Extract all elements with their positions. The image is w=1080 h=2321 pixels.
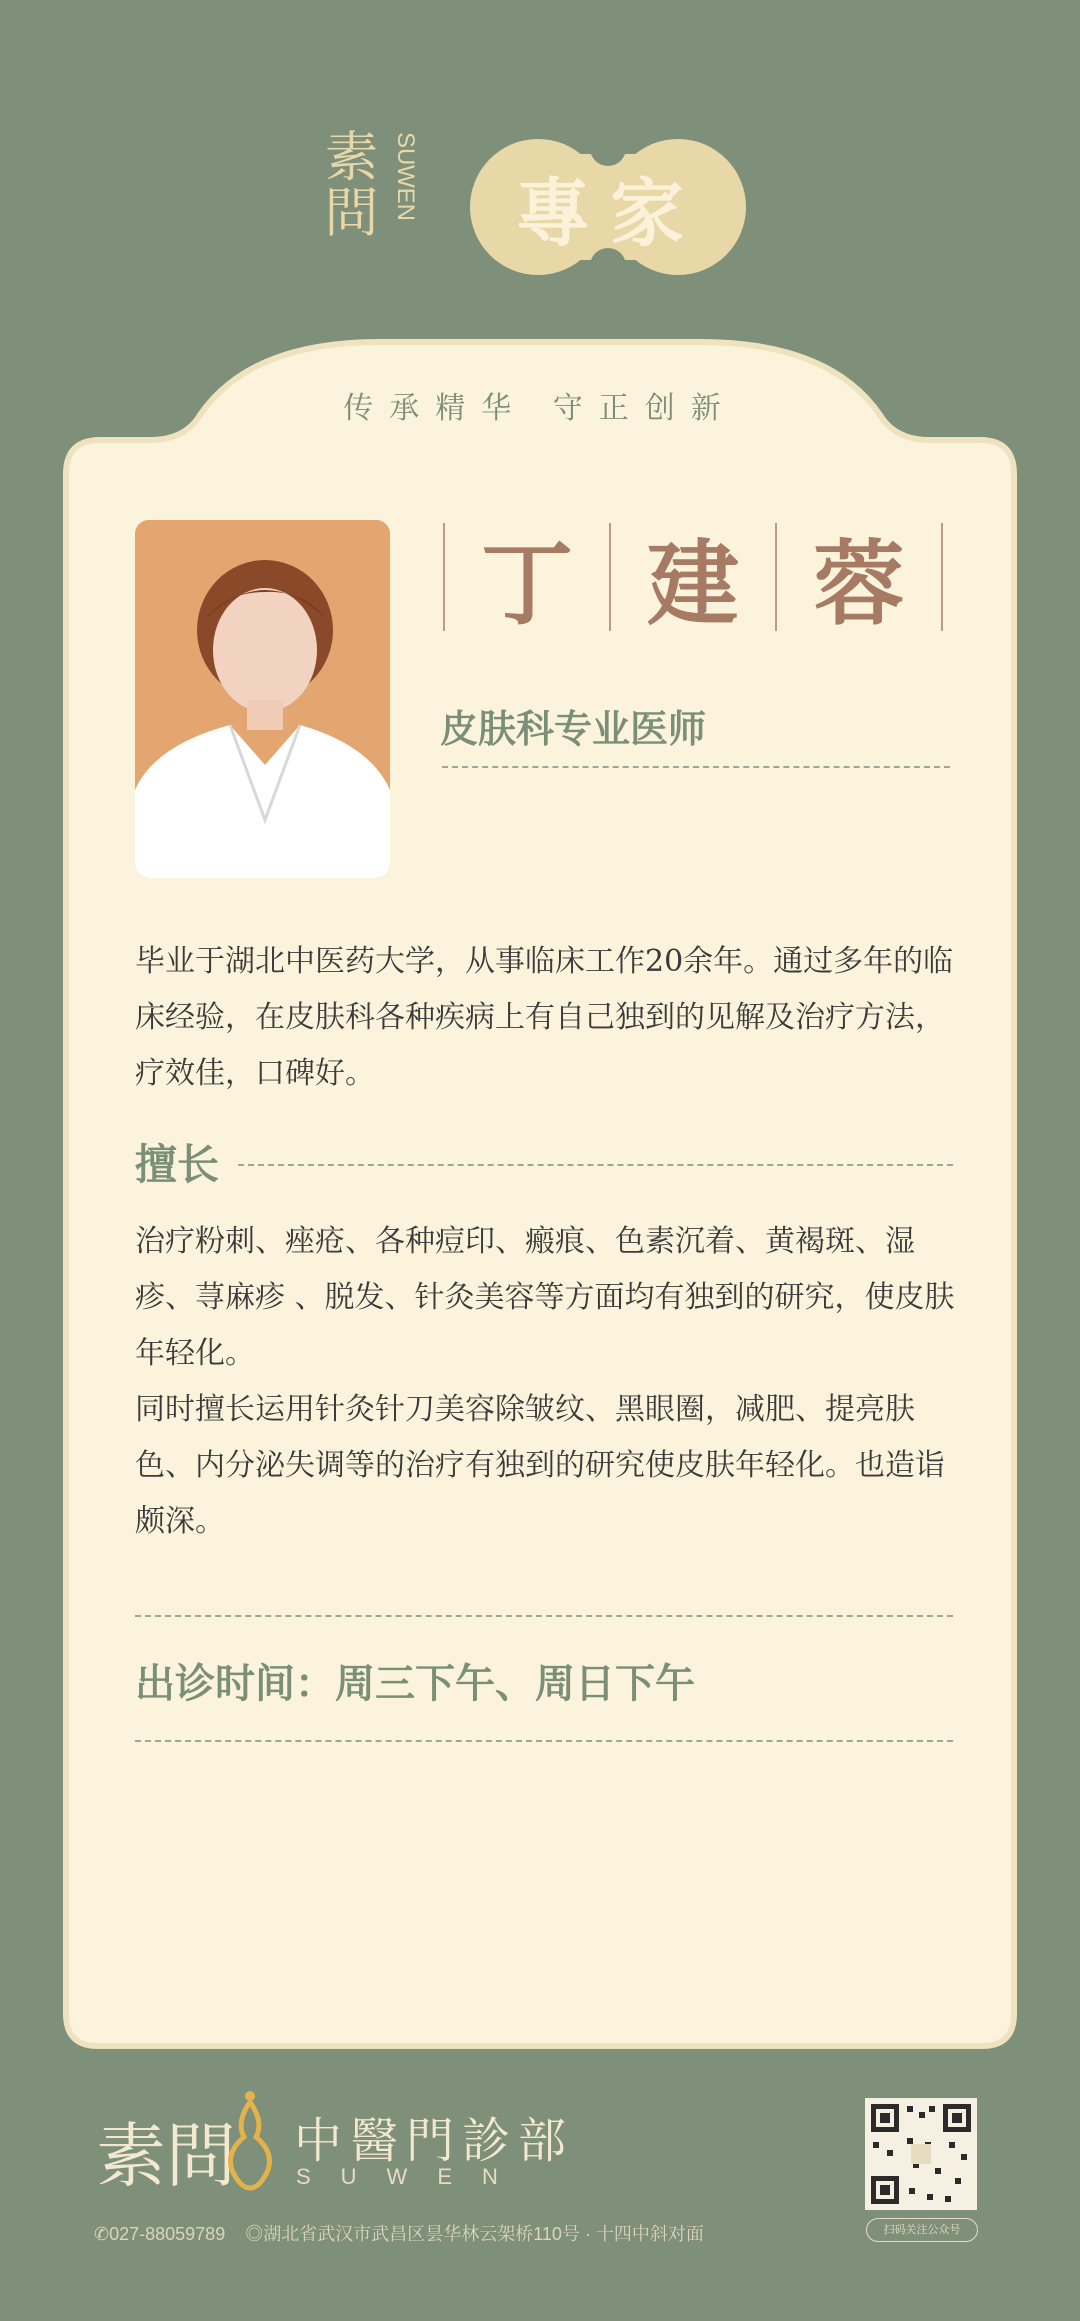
qr-code[interactable]	[865, 2098, 977, 2210]
divider	[135, 1615, 953, 1617]
header-logo-cn: 素問	[316, 128, 379, 240]
qr-caption: 扫码关注公众号	[866, 2218, 978, 2242]
phone-icon: ✆	[94, 2224, 110, 2244]
qr-code-icon	[865, 2098, 977, 2210]
header-logo-en	[390, 132, 420, 221]
divider	[442, 766, 950, 768]
specialty-body	[135, 1214, 963, 1550]
clinic-name-en: SUWEN	[296, 2164, 528, 2189]
clinic-hours: 出诊时间：周三下午、周日下午	[135, 1660, 695, 1707]
badge-title: 專家	[516, 171, 704, 257]
name-char-3: 蓉	[812, 530, 905, 638]
specialty-paragraph-1: 治疗粉刺、痤疮、各种痘印、瘢痕、色素沉着、黄褐斑、湿疹、荨麻疹 、脱发、针灸美容等方面均有独到的研究，使皮肤年轻化。	[135, 1224, 955, 1371]
logo-en-wen: WEN	[392, 165, 419, 222]
footer-logo-cn: 素問	[96, 2115, 236, 2197]
name-divider	[941, 523, 943, 631]
doctor-portrait-illustration	[135, 520, 390, 878]
gourd-icon	[222, 2082, 278, 2192]
location-icon: ◎	[245, 2224, 264, 2244]
footer-contact	[94, 2220, 704, 2246]
clinic-name: 中醫門診部	[294, 2113, 575, 2169]
doctor-title: 皮肤科专业医师	[440, 706, 707, 751]
divider	[238, 1164, 953, 1166]
logo-en-su: SU	[392, 132, 419, 166]
address: 湖北省武汉市武昌区昙华林云架桥110号 · 十四中斜对面	[263, 2224, 704, 2244]
name-char-1: 丁	[480, 530, 573, 638]
doctor-name	[443, 523, 943, 638]
doctor-intro: 毕业于湖北中医药大学，从事临床工作20余年。通过多年的临床经验，在皮肤科各种疾病上有自己独到的见解及治疗方法，疗效佳，口碑好。	[135, 944, 954, 1091]
divider	[135, 1740, 953, 1742]
doctor-photo	[135, 520, 390, 878]
phone-number[interactable]: 027-88059789	[109, 2224, 226, 2244]
slogan: 传承精华 守正创新	[343, 391, 737, 426]
specialty-heading: 擅长	[135, 1140, 220, 1189]
specialty-paragraph-2: 同时擅长运用针灸针刀美容除皱纹、黑眼圈，减肥、提亮肤色、内分泌失调等的治疗有独到的研究使皮肤年轻化。也造诣颇深。	[135, 1392, 945, 1539]
name-char-2: 建	[646, 530, 739, 638]
